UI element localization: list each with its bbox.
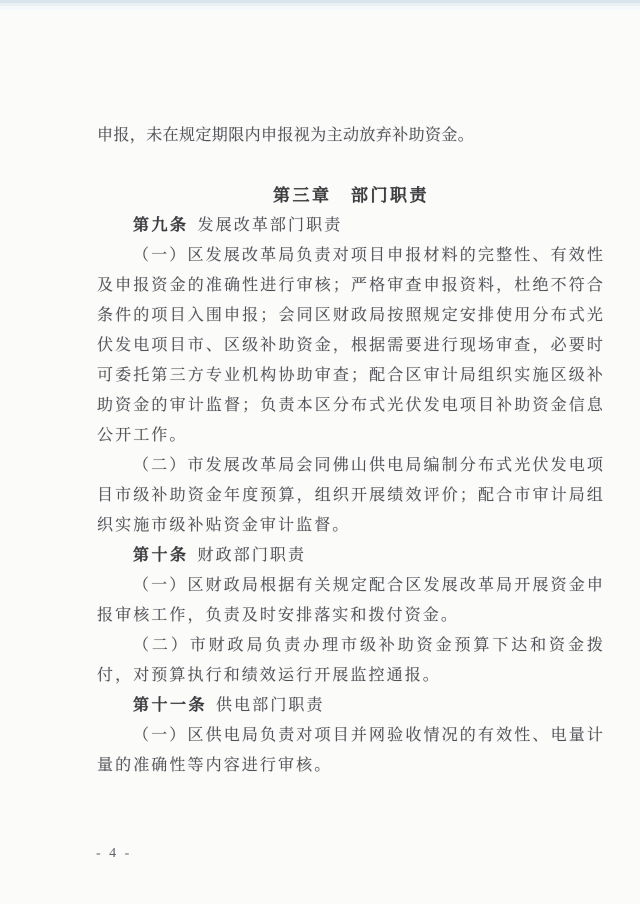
paragraph: （一）区财政局根据有关规定配合区发展改革局开展资金申报审核工作，负责及时安排落实和拨付资金。 <box>97 577 605 624</box>
document-body <box>97 121 605 781</box>
article-heading <box>97 541 605 571</box>
paragraph: （一）区供电局负责对项目并网验收情况的有效性、电量计量的准确性等内容进行审核。 <box>97 727 605 774</box>
article-heading <box>97 691 605 721</box>
article-title: 发展改革部门职责 <box>197 217 343 234</box>
article-title: 财政部门职责 <box>197 547 307 564</box>
page-number: - 4 - <box>96 846 132 861</box>
article-title: 供电部门职责 <box>216 697 325 714</box>
scan-edge-artifact <box>0 6 640 10</box>
article-heading <box>97 211 605 241</box>
paragraph: （二）市财政局负责办理市级补助资金预算下达和资金拨付，对预算执行和绩效运行开展监控通报。 <box>97 637 605 684</box>
paragraph: （二）市发展改革局会同佛山供电局编制分布式光伏发电项目市级补助资金年度预算，组织开展绩效评价；配合市审计局组织实施市级补贴资金审计监督。 <box>97 457 605 534</box>
continuation-line: 申报，未在规定期限内申报视为主动放弃补助资金。 <box>97 127 475 144</box>
chapter-heading: 第三章 部门职责 <box>273 186 429 205</box>
article-number: 第十条 <box>133 547 189 564</box>
article-number: 第十一条 <box>133 697 208 714</box>
paragraph: （一）区发展改革局负责对项目申报材料的完整性、有效性及申报资金的准确性进行审核；严格审查申报资料，杜绝不符合条件的项目入围申报；会同区财政局按照规定安排使用分布式光伏发电项目市、区级补助资金，根据需要进行现场审查，必要时可委托第三方专业机构协助审查；配合区审计局组织实施区级补助资金的审计监督；负责本区分布式光伏发电项目补助资金信息公开工作。 <box>97 247 605 444</box>
article-number: 第九条 <box>133 217 189 234</box>
